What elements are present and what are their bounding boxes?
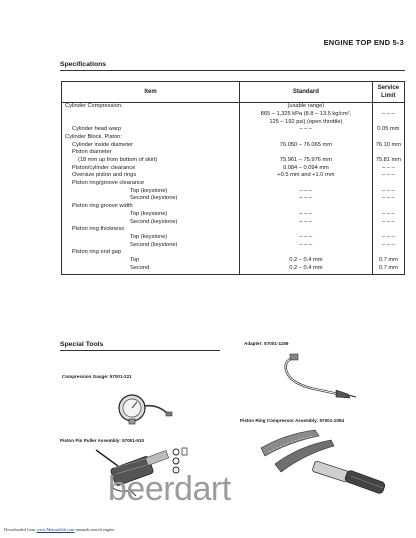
item-cell: Piston ring groove width xyxy=(62,203,240,211)
table-row xyxy=(62,219,405,227)
page-header: ENGINE TOP END 5-3 xyxy=(323,38,404,47)
service-limit-cell xyxy=(372,149,404,157)
table-row xyxy=(62,242,405,250)
item-cell: Piston diameter xyxy=(62,149,240,157)
table-header-row xyxy=(62,82,405,103)
standard-cell: 0.2 – 0.4 mm xyxy=(240,257,373,265)
service-limit-cell: – – – xyxy=(372,165,404,173)
service-limit-cell xyxy=(372,249,404,257)
standard-cell xyxy=(240,226,373,234)
standard-cell: – – – xyxy=(240,188,373,196)
tool-label-pin-puller: Piston Pin Puller Assembly: 57001-910 xyxy=(60,438,145,443)
standard-cell: 865 – 1,325 kPa (8.8 – 13.5 kg/cm², xyxy=(240,111,373,119)
standard-cell xyxy=(240,203,373,211)
standard-cell: 0.084 – 0.094 mm xyxy=(240,165,373,173)
tool-label-adapter: Adapter: 57001-1159 xyxy=(244,341,289,346)
ring-compressor-icon xyxy=(255,426,405,506)
item-cell: Cylinder head warp xyxy=(62,126,240,134)
standard-cell: – – – xyxy=(240,219,373,227)
item-cell: Second (keystone) xyxy=(62,242,240,250)
service-limit-cell xyxy=(372,103,404,111)
table-row xyxy=(62,234,405,242)
table-row xyxy=(62,157,405,165)
table-row xyxy=(62,149,405,157)
standard-cell: 0.2 – 0.4 mm xyxy=(240,265,373,275)
standard-cell: 76.050 – 76.065 mm xyxy=(240,142,373,150)
item-cell: (18 mm up from bottom of skirt) xyxy=(62,157,240,165)
table-row xyxy=(62,257,405,265)
table-row xyxy=(62,180,405,188)
service-limit-cell: – – – xyxy=(372,195,404,203)
item-cell: Second xyxy=(62,265,240,275)
table-row xyxy=(62,126,405,134)
table-row xyxy=(62,195,405,203)
service-limit-cell: – – – xyxy=(372,111,404,119)
tool-label-ring-compressor: Piston Ring Compressor Assembly: 57001-1094 xyxy=(240,418,344,423)
item-cell: Cylinder Compression: xyxy=(62,103,240,111)
standard-cell: – – – xyxy=(240,126,373,134)
specifications-table xyxy=(61,81,405,275)
service-limit-cell: – – – xyxy=(372,188,404,196)
standard-cell: 125 – 192 psi) (open throttle) xyxy=(240,119,373,127)
table-row xyxy=(62,172,405,180)
item-cell: Piston ring/groove clearance xyxy=(62,180,240,188)
service-limit-cell: 75.81 mm xyxy=(372,157,404,165)
table-row xyxy=(62,111,405,119)
item-cell: Top (keystone) xyxy=(62,188,240,196)
service-limit-cell: – – – xyxy=(372,172,404,180)
standard-cell: – – – xyxy=(240,242,373,250)
table-row xyxy=(62,142,405,150)
column-header-service-limit: Service Limit xyxy=(372,82,404,103)
standard-cell: – – – xyxy=(240,211,373,219)
watermark-text: beerdart xyxy=(108,470,231,508)
standard-cell xyxy=(240,134,373,142)
adapter-hose-icon xyxy=(280,352,360,400)
item-cell xyxy=(62,111,240,119)
item-cell: Top xyxy=(62,257,240,265)
service-limit-cell xyxy=(372,180,404,188)
footer xyxy=(4,527,114,532)
service-limit-cell: 0.7 mm xyxy=(372,265,404,275)
item-cell: Second (keystone) xyxy=(62,195,240,203)
standard-cell xyxy=(240,180,373,188)
item-cell: Oversize piston and rings xyxy=(62,172,240,180)
item-cell: Second (keystone) xyxy=(62,219,240,227)
service-limit-cell: – – – xyxy=(372,234,404,242)
service-limit-cell xyxy=(372,119,404,127)
standard-cell: +0.5 mm and +1.0 mm xyxy=(240,172,373,180)
table-row xyxy=(62,211,405,219)
table-row xyxy=(62,249,405,257)
service-limit-cell xyxy=(372,134,404,142)
service-limit-cell: 0.05 mm xyxy=(372,126,404,134)
specifications-title: Specifications xyxy=(60,61,107,68)
service-limit-cell: – – – xyxy=(372,242,404,250)
table-row xyxy=(62,203,405,211)
standard-cell xyxy=(240,249,373,257)
table-row xyxy=(62,226,405,234)
service-limit-cell: – – – xyxy=(372,219,404,227)
service-limit-cell: 76.10 mm xyxy=(372,142,404,150)
footer-prefix: Downloaded from xyxy=(4,527,37,532)
column-header-item: Item xyxy=(62,82,240,103)
special-tools-title-rule xyxy=(60,350,220,351)
item-cell: Piston/cylinder clearance xyxy=(62,165,240,173)
table-row xyxy=(62,265,405,275)
service-limit-cell: – – – xyxy=(372,211,404,219)
table-row xyxy=(62,134,405,142)
special-tools-title: Special Tools xyxy=(60,341,104,348)
item-cell: Piston ring end gap xyxy=(62,249,240,257)
footer-suffix: manuals search engine xyxy=(74,527,115,532)
specifications-title-rule xyxy=(60,70,405,71)
tool-label-compression-gauge: Compression Gauge: 57001-221 xyxy=(62,374,132,379)
item-cell: Top (keystone) xyxy=(62,234,240,242)
item-cell: Piston ring thickness xyxy=(62,226,240,234)
table-row xyxy=(62,165,405,173)
compression-gauge-icon xyxy=(118,384,178,432)
service-limit-cell xyxy=(372,203,404,211)
standard-cell: – – – xyxy=(240,195,373,203)
table-row xyxy=(62,188,405,196)
item-cell: Top (keystone) xyxy=(62,211,240,219)
standard-cell: 75.961 – 75.976 mm xyxy=(240,157,373,165)
specifications-table-body xyxy=(62,103,405,275)
standard-cell: – – – xyxy=(240,234,373,242)
item-cell xyxy=(62,119,240,127)
item-cell: Cylinder Block, Piston: xyxy=(62,134,240,142)
standard-cell: (usable range) xyxy=(240,103,373,111)
footer-link[interactable]: www.Manualslib.com xyxy=(36,527,75,532)
column-header-standard: Standard xyxy=(240,82,373,103)
standard-cell xyxy=(240,149,373,157)
service-limit-cell xyxy=(372,226,404,234)
item-cell: Cylinder inside diameter xyxy=(62,142,240,150)
table-row xyxy=(62,103,405,111)
service-limit-cell: 0.7 mm xyxy=(372,257,404,265)
table-row xyxy=(62,119,405,127)
